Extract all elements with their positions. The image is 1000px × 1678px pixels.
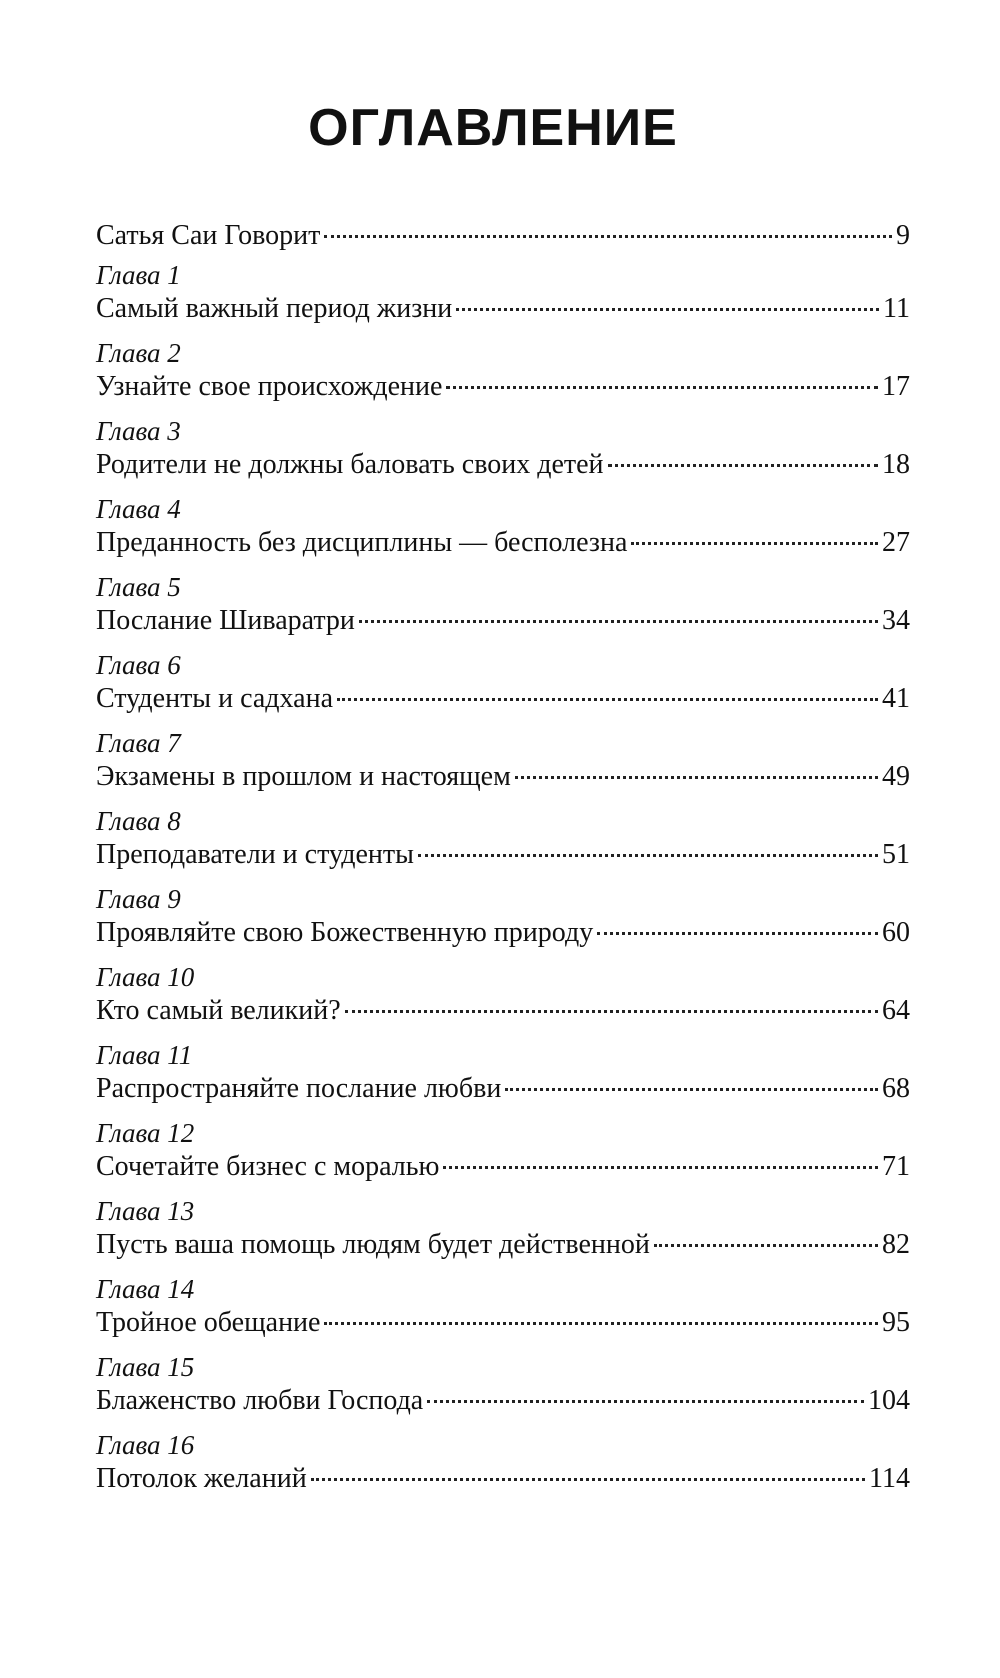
dot-leader: [505, 1088, 878, 1091]
toc-entry-title: Узнайте свое происхождение: [96, 371, 443, 402]
chapter-label: Глава 8: [96, 806, 181, 836]
toc-page-number: 51: [882, 839, 910, 870]
chapter-label: Глава 15: [96, 1352, 195, 1382]
toc-line: [96, 290, 910, 328]
toc-entry-title: Тройное обещание: [96, 1307, 321, 1338]
toc-entry-chapter-1: [96, 260, 910, 338]
chapter-label: Глава 1: [96, 260, 181, 290]
toc-page-number: 41: [882, 683, 910, 714]
toc-page-number: 82: [882, 1229, 910, 1260]
toc-page-number: 95: [882, 1307, 910, 1338]
chapter-label: Глава 12: [96, 1118, 195, 1148]
chapter-label: Глава 14: [96, 1274, 195, 1304]
chapter-label: Глава 16: [96, 1430, 195, 1460]
chapter-label: Глава 4: [96, 494, 181, 524]
toc-line: [96, 1148, 910, 1186]
chapter-label: Глава 2: [96, 338, 181, 368]
toc-entry-chapter-13: [96, 1196, 910, 1274]
toc-line: [96, 1070, 910, 1108]
dot-leader: [515, 776, 878, 779]
toc-line: [96, 914, 910, 952]
chapter-label: Глава 9: [96, 884, 181, 914]
toc-page-number: 9: [896, 220, 910, 251]
toc-entry-title: Экзамены в прошлом и настоящем: [96, 761, 511, 792]
toc-entry-title: Проявляйте свою Божественную природу: [96, 917, 594, 948]
dot-leader: [345, 1010, 878, 1013]
toc-entry-chapter-12: [96, 1118, 910, 1196]
chapter-label: Глава 7: [96, 728, 181, 758]
dot-leader: [443, 1166, 878, 1169]
toc-entry-chapter-11: [96, 1040, 910, 1118]
dot-leader: [427, 1400, 864, 1403]
toc-entry-title: Кто самый великий?: [96, 995, 341, 1026]
toc-entry-chapter-9: [96, 884, 910, 962]
dot-leader: [311, 1478, 865, 1481]
toc-entry-chapter-14: [96, 1274, 910, 1352]
toc-page-number: 17: [882, 371, 910, 402]
dot-leader: [608, 464, 878, 467]
toc-page-number: 60: [882, 917, 910, 948]
toc-line: [96, 1382, 910, 1420]
toc-page-number: 18: [882, 449, 910, 480]
chapter-label: Глава 5: [96, 572, 181, 602]
toc-entry-chapter-16: [96, 1430, 910, 1508]
toc-entry-chapter-7: [96, 728, 910, 806]
toc-entry-title: Преподаватели и студенты: [96, 839, 414, 870]
toc-entry-title: Родители не должны баловать своих детей: [96, 449, 604, 480]
dot-leader: [631, 542, 878, 545]
toc-entry-title: Студенты и садхана: [96, 683, 334, 714]
toc-entry-title: Сочетайте бизнес с моралью: [96, 1151, 440, 1182]
toc-entry-title: Преданность без дисциплины — бесполезна: [96, 527, 628, 558]
toc-entry-chapter-8: [96, 806, 910, 884]
toc-entry-title: Сатья Саи Говорит: [96, 220, 321, 251]
toc-entry-title: Распространяйте послание любви: [96, 1073, 502, 1104]
toc-line: [96, 368, 910, 406]
toc-page-number: 34: [882, 605, 910, 636]
toc-line: [96, 212, 910, 260]
toc-page-number: 68: [882, 1073, 910, 1104]
dot-leader: [359, 620, 878, 623]
chapter-label: Глава 11: [96, 1040, 193, 1070]
toc-entry-chapter-4: [96, 494, 910, 572]
toc-line: [96, 1304, 910, 1342]
page-title: ОГЛАВЛЕНИЕ: [308, 99, 678, 157]
chapter-label: Глава 6: [96, 650, 181, 680]
dot-leader: [456, 308, 879, 311]
toc-entry-intro: [96, 212, 910, 260]
toc-entry-chapter-5: [96, 572, 910, 650]
toc-line: [96, 758, 910, 796]
dot-leader: [418, 854, 878, 857]
toc-page-number: 71: [882, 1151, 910, 1182]
toc-page-number: 114: [869, 1463, 910, 1494]
dot-leader: [597, 932, 878, 935]
toc-line: [96, 446, 910, 484]
toc-line: [96, 1226, 910, 1264]
toc-page-number: 27: [882, 527, 910, 558]
dot-leader: [337, 698, 878, 701]
dot-leader: [446, 386, 878, 389]
toc-line: [96, 680, 910, 718]
toc-entry-title: Блаженство любви Господа: [96, 1385, 424, 1416]
toc-page-number: 49: [882, 761, 910, 792]
toc-entry-chapter-10: [96, 962, 910, 1040]
toc-entry-title: Пусть ваша помощь людям будет действенной: [96, 1229, 650, 1260]
chapter-label: Глава 13: [96, 1196, 195, 1226]
toc-line: [96, 602, 910, 640]
toc-page-number: 104: [868, 1385, 910, 1416]
toc-entry-chapter-2: [96, 338, 910, 416]
toc-line: [96, 1460, 910, 1498]
toc-entry-chapter-3: [96, 416, 910, 494]
chapter-label: Глава 10: [96, 962, 195, 992]
toc-line: [96, 836, 910, 874]
toc-entry-chapter-6: [96, 650, 910, 728]
toc-entry-title: Потолок желаний: [96, 1463, 307, 1494]
toc-entry-title: Самый важный период жизни: [96, 293, 453, 324]
toc-entry-title: Послание Шиваратри: [96, 605, 355, 636]
table-of-contents: [96, 212, 910, 1508]
toc-entry-chapter-15: [96, 1352, 910, 1430]
toc-line: [96, 992, 910, 1030]
dot-leader: [324, 1322, 878, 1325]
toc-page-number: 64: [882, 995, 910, 1026]
dot-leader: [654, 1244, 878, 1247]
toc-page-number: 11: [883, 293, 910, 324]
chapter-label: Глава 3: [96, 416, 181, 446]
dot-leader: [324, 235, 892, 238]
toc-line: [96, 524, 910, 562]
